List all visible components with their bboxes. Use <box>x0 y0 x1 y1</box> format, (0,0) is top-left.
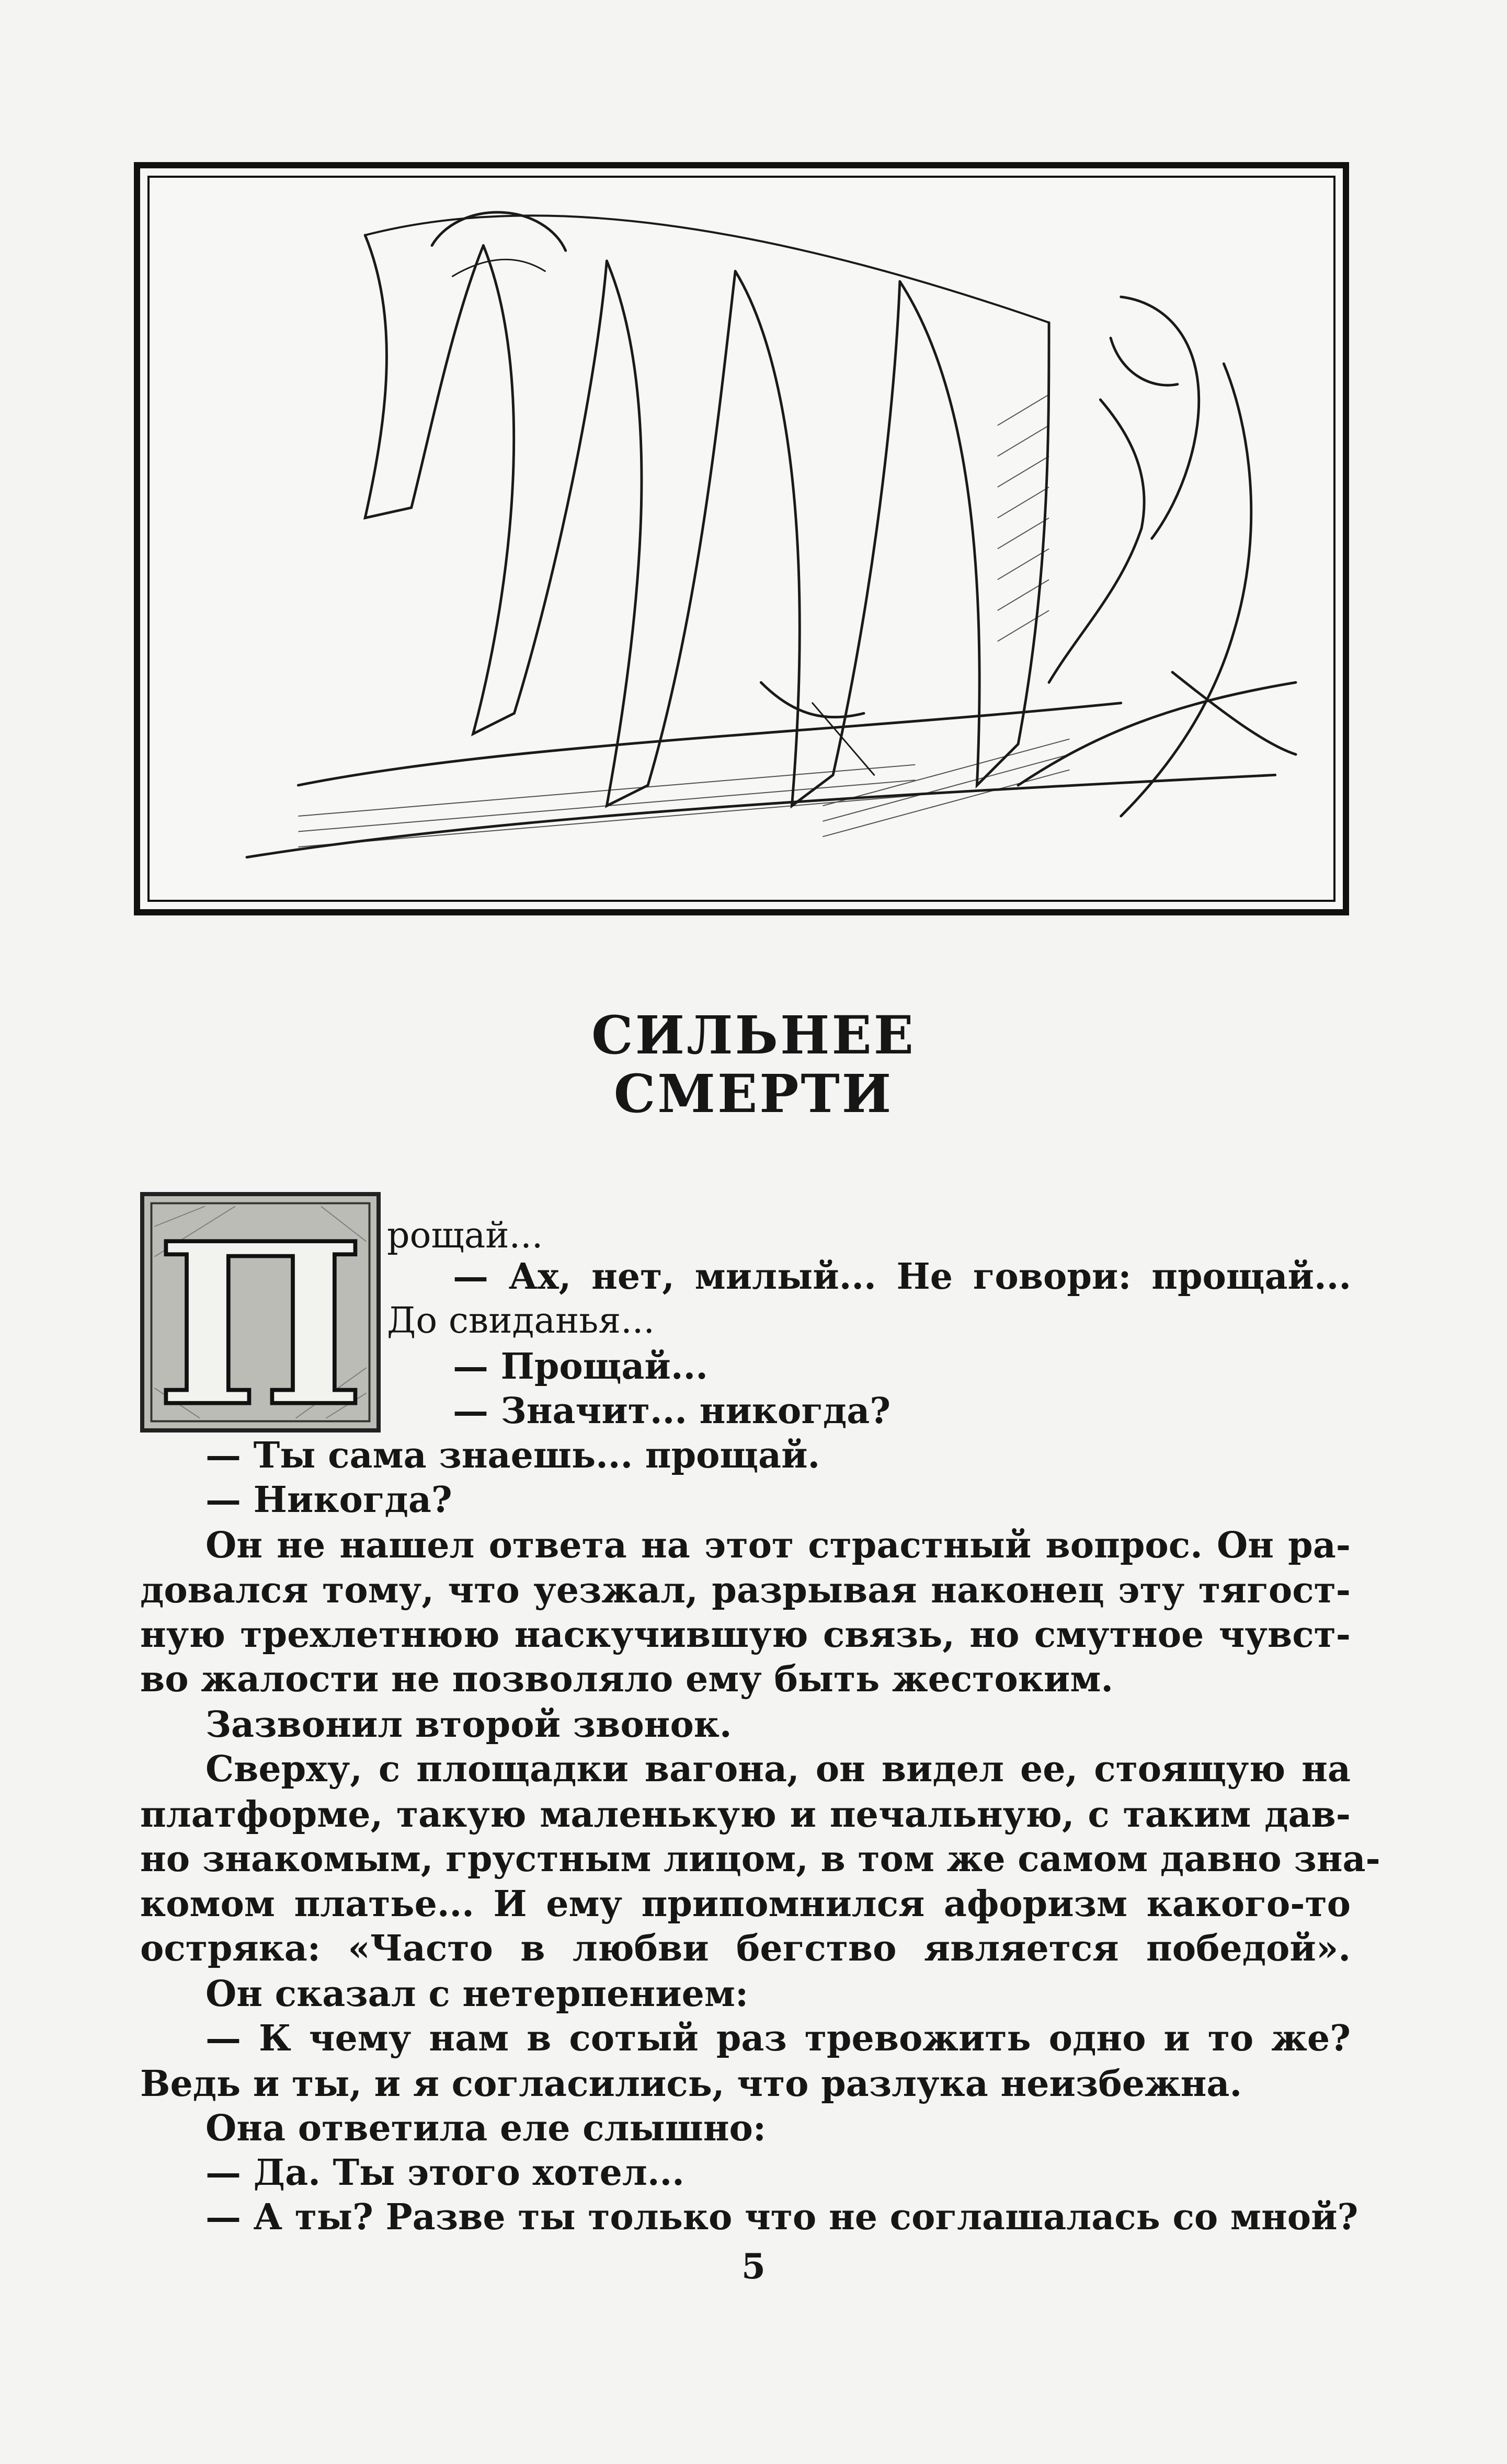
text-line: — Да. Ты этого хотел... <box>206 2152 684 2194</box>
drop-cap-ornament <box>144 1196 376 1428</box>
text-line: — Прощай... <box>453 1346 708 1388</box>
page-number: 5 <box>741 2246 766 2287</box>
text-line: во жалости не позволяло ему быть жестоким. <box>140 1658 1114 1700</box>
text-line: Он сказал с нетерпением: <box>206 1973 749 2015</box>
text-line: комом платье... И ему припомнился афоризм какого-то <box>140 1883 1351 1925</box>
text-line: — Ты сама знаешь... прощай. <box>206 1435 820 1476</box>
text-line: ную трехлетнюю наскучившую связь, но смутное чувст- <box>140 1614 1351 1656</box>
text-line: Она ответила еле слышно: <box>206 2107 766 2149</box>
text-line: — Никогда? <box>206 1479 452 1521</box>
text-line: — К чему нам в сотый раз тревожить одно и то же? <box>206 2018 1351 2059</box>
text-line: платформе, такую маленькую и печальную, с таким дав- <box>140 1794 1351 1836</box>
text-line: Сверху, с площадки вагона, он видел ее, стоящую на <box>206 1748 1351 1790</box>
text-line: — А ты? Разве ты только что не соглашалась со мной? <box>206 2196 1358 2238</box>
drop-cap <box>140 1192 381 1432</box>
text-line: рощай... <box>387 1215 543 1256</box>
illustration-drawing <box>140 168 1343 909</box>
text-line: — Значит... никогда? <box>453 1390 891 1432</box>
chapter-title-line-1: СИЛЬНЕЕ <box>591 1004 916 1066</box>
text-line: Ведь и ты, и я согласились, что разлука неизбежна. <box>140 2063 1242 2105</box>
text-line: До свиданья... <box>387 1300 655 1342</box>
chapter-title-line-2: СМЕРТИ <box>613 1063 894 1125</box>
text-line: остряка: «Часто в любви бегство является победой». <box>140 1928 1351 1969</box>
text-line: Он не нашел ответа на этот страстный вопрос. Он ра- <box>206 1525 1351 1566</box>
chapter-illustration <box>134 162 1349 915</box>
drop-cap-letter: П <box>155 1196 366 1428</box>
text-line: довался тому, что уезжал, разрывая наконец эту тягост- <box>140 1569 1351 1611</box>
text-line: но знакомым, грустным лицом, в том же самом давно зна- <box>140 1838 1380 1880</box>
text-line: — Ах, нет, милый... Не говори: прощай... <box>453 1256 1351 1298</box>
text-line: Зазвонил второй звонок. <box>206 1704 732 1746</box>
